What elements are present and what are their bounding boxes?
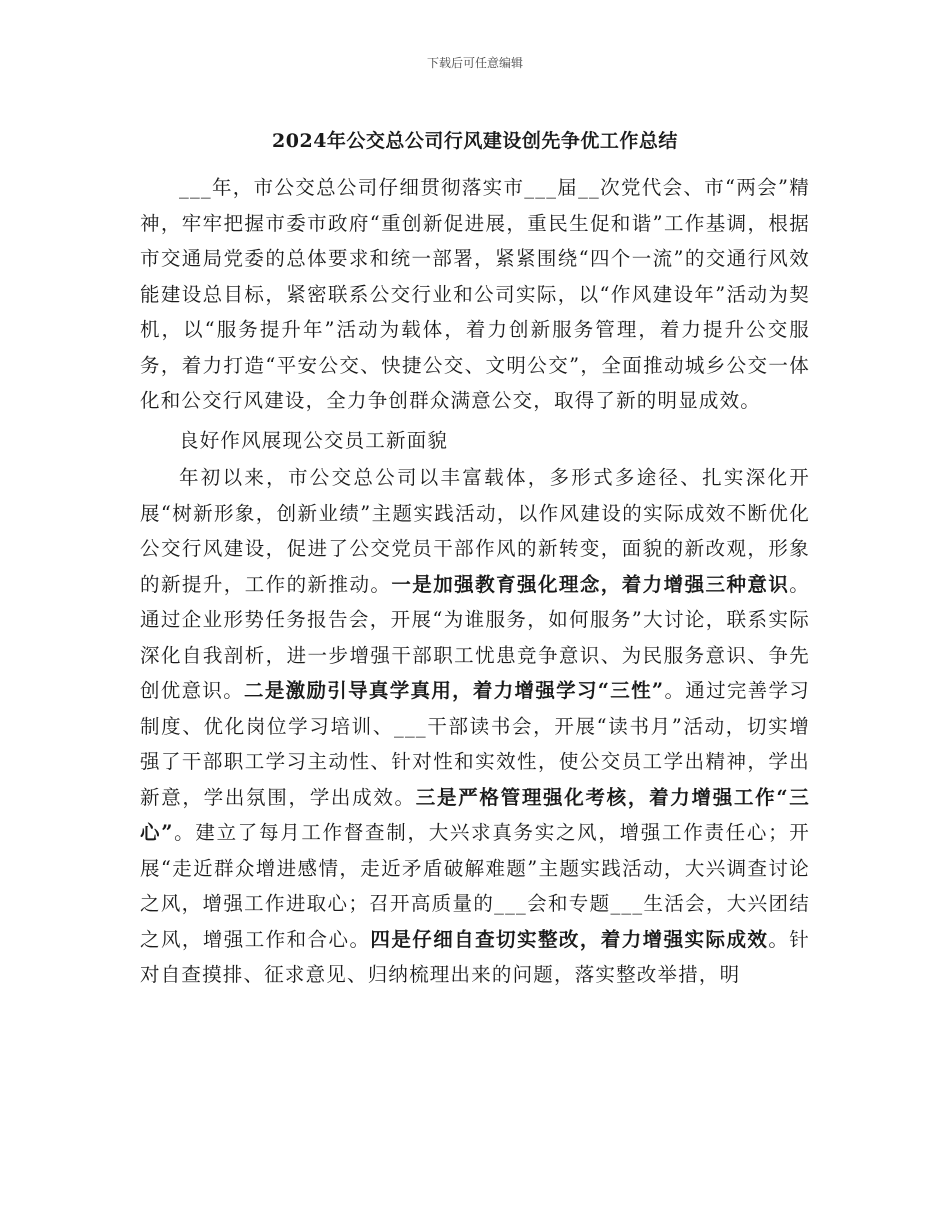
paragraph-text: 。通过完善学习制度、优化岗位学习培训、___干部读书会，开展“读书月”活动，切实增强了干部职工学习主动性、针对性和实效性，使公交员工学出精神，学出新意，学出氛围，学出成效。 (140, 679, 810, 809)
paragraph-text: 。建立了每月工作督查制，大兴求真务实之风，增强工作责任心；开展“走近群众增进感情，走近矛盾破解难题”主题实践活动，大兴调查讨论之风，增强工作进取心；召开高质量的___会和专题___生活会，大兴团结之风，增强工作和合心。 (140, 821, 810, 951)
paragraph-text: 。通过企业形势任务报告会，开展“为谁服务，如何服务”大讨论，联系实际深化自我剖析，进一步增强干部职工忧患竞争意识、为民服务意识、争先创优意识。 (140, 572, 810, 702)
header-note: 下载后可任意编辑 (426, 56, 523, 70)
intro-paragraph: ___年，市公交总公司仔细贯彻落实市___届__次党代会、市“两会”精神，牢牢把握市委市政府“重创新促进展，重民生促和谐”工作基调，根据市交通局党委的总体要求和统一部署，紧紧围绕“四个一流”的交通行风效能建设总目标，紧密联系公交行业和公司实际，以“作风建设年”活动为契机，以“服务提升年”活动为载体，着力创新服务管理，着力提升公交服务，着力打造“平安公交、快捷公交、文明公交”，全面推动城乡公交一体化和公交行风建设，全力争创群众满意公交，取得了新的明显成效。 (140, 176, 810, 412)
bold-point-1: 一是加强教育强化理念，着力增强三种意识 (391, 572, 790, 596)
bold-point-4: 四是仔细自查切实整改，着力增强实际成效 (370, 927, 769, 951)
document-body (140, 170, 810, 993)
paragraph-text: 。针对自查摸排、征求意见、归纳梳理出来的问题，落实整改举措，明 (140, 927, 810, 986)
section-heading: 良好作风展现公交员工新面貌 (179, 428, 449, 452)
bold-point-2: 二是激励引导真学真用，着力增强学习“三性” (244, 679, 665, 702)
document-title: 2024年公交总公司行风建设创先争优工作总结 (272, 130, 678, 152)
bold-point-3: 三是严格管理强化考核，着力增强工作“三心” (140, 785, 810, 844)
paragraph-text: 年初以来，市公交总公司以丰富载体，多形式多途径、扎实深化开展“树新形象，创新业绩”主题实践活动，以作风建设的实际成效不断优化公交行风建设，促进了公交党员干部作风的新转变，面貌的新改观，形象的新提升，工作的新推动。 (140, 466, 810, 596)
section-paragraph (140, 460, 810, 993)
